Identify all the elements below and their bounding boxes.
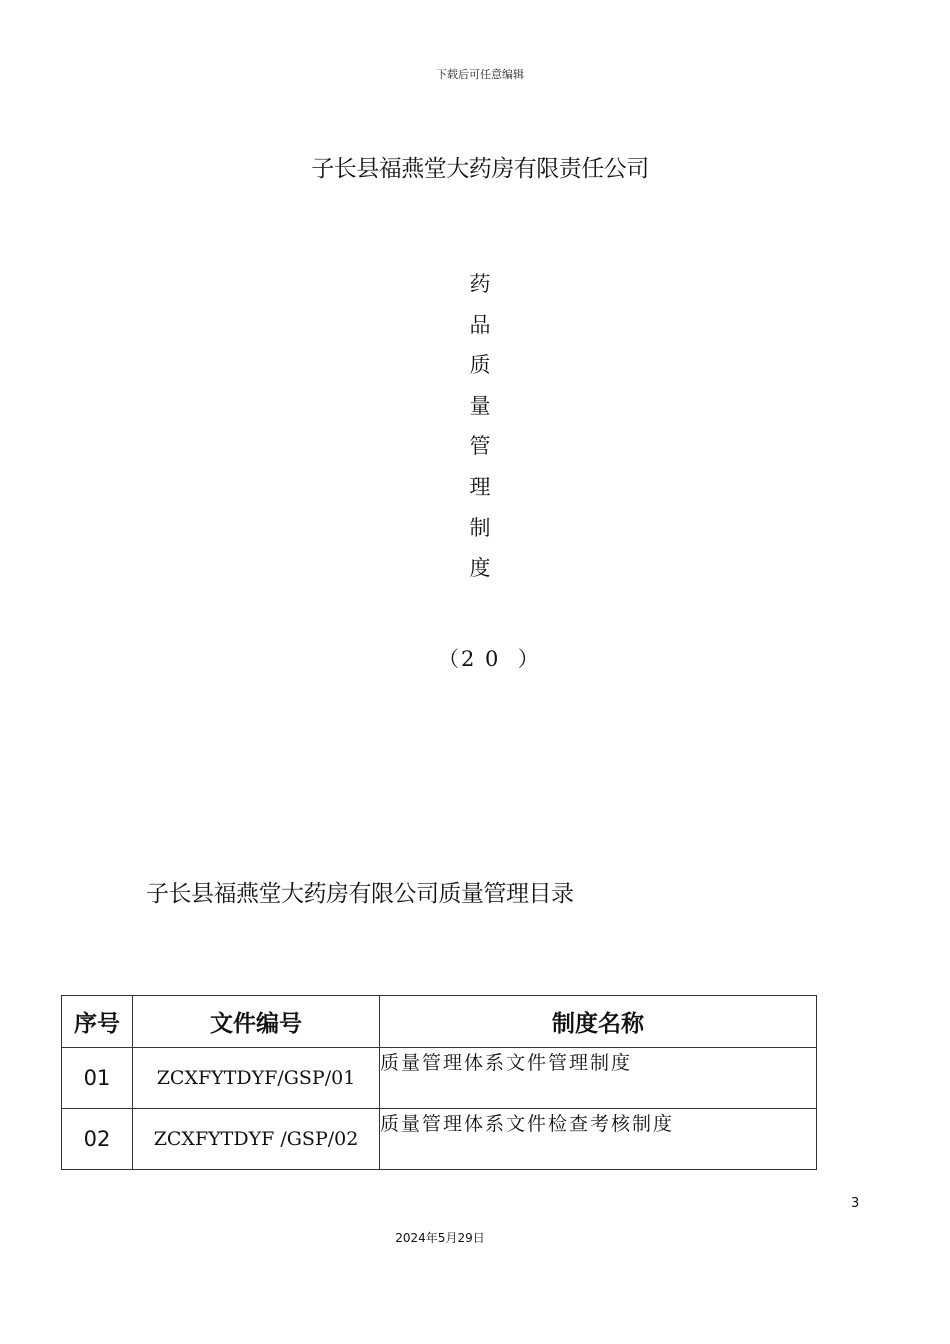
row-code: ZCXFYTDYF /GSP/02 xyxy=(133,1109,380,1170)
toc-header-row xyxy=(62,996,817,1048)
row-code: ZCXFYTDYF/GSP/01 xyxy=(133,1048,380,1109)
company-title: 子长县福燕堂大药房有限责任公司 xyxy=(311,156,649,182)
toc-title: 子长县福燕堂大药房有限公司质量管理目录 xyxy=(146,881,574,907)
row-name: 质量管理体系文件检查考核制度 xyxy=(380,1109,817,1170)
table-row xyxy=(62,1109,817,1170)
row-number: 02 xyxy=(62,1109,133,1170)
title-char: 制 xyxy=(469,515,491,540)
title-char: 量 xyxy=(469,393,491,418)
toc-table xyxy=(61,995,817,1170)
title-char: 质 xyxy=(469,353,491,378)
year-line: （2 0 ） xyxy=(438,647,541,671)
column-header-number: 序号 xyxy=(62,996,133,1048)
column-header-name: 制度名称 xyxy=(380,996,817,1048)
title-char: 药 xyxy=(469,272,491,296)
title-char: 度 xyxy=(469,556,491,581)
header-note: 下载后可任意编辑 xyxy=(436,68,524,81)
row-number: 01 xyxy=(62,1048,133,1109)
title-char: 理 xyxy=(469,474,491,499)
table-row xyxy=(62,1048,817,1109)
vertical-document-title xyxy=(464,268,496,593)
page-number: 3 xyxy=(851,1196,860,1211)
column-header-code: 文件编号 xyxy=(133,996,380,1048)
footer-date: 2024年5月29日 xyxy=(395,1231,485,1245)
row-name: 质量管理体系文件管理制度 xyxy=(380,1048,817,1109)
title-char: 品 xyxy=(469,312,491,337)
title-char: 管 xyxy=(469,434,491,459)
